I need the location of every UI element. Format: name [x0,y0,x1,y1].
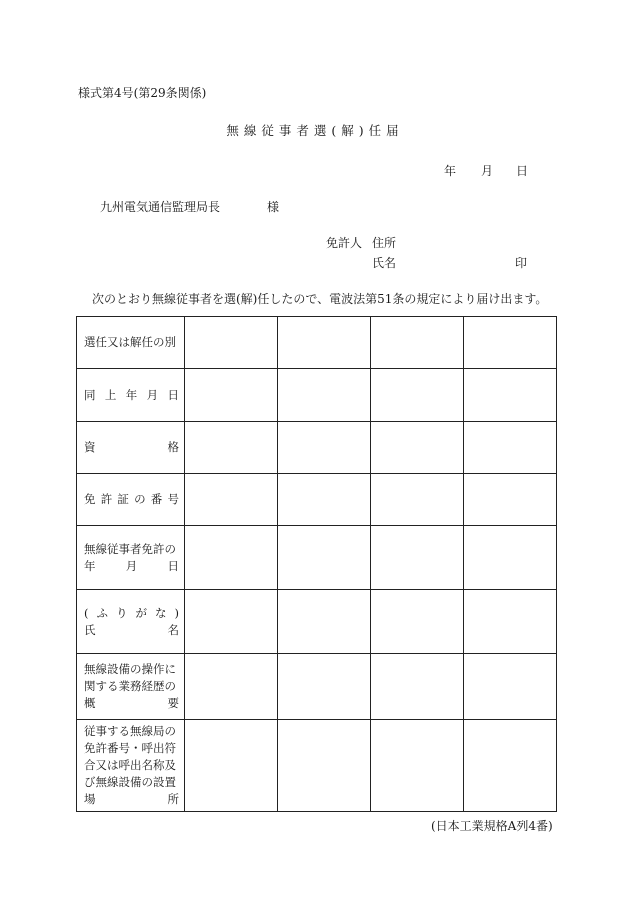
addressee-name: 九州電気通信監理局長 [100,200,221,214]
notification-table [76,316,557,812]
entry-cell[interactable] [371,526,464,590]
addressee-honorific: 様 [267,200,280,214]
row-label-license-date: 無線従事者免許の 年 月 日 [77,526,185,590]
table-row [77,369,557,422]
entry-cell[interactable] [464,474,557,526]
entry-cell[interactable] [278,720,371,812]
table-row [77,654,557,720]
entry-cell[interactable] [185,720,278,812]
entry-cell[interactable] [185,654,278,720]
entry-cell[interactable] [464,317,557,369]
entry-cell[interactable] [185,369,278,422]
entry-cell[interactable] [185,317,278,369]
entry-cell[interactable] [371,422,464,474]
entry-cell[interactable] [464,526,557,590]
form-title: 無線従事者選(解)任届 [226,123,404,138]
entry-cell[interactable] [278,369,371,422]
entry-cell[interactable] [464,422,557,474]
date-month-label: 月 [481,164,494,178]
row-label-qualification: 資 格 [77,422,185,474]
row-label-license-number: 免 許 証 の 番 号 [77,474,185,526]
table-row [77,590,557,654]
entry-cell[interactable] [278,654,371,720]
row-label-name: ( ふ り が な ) 氏 名 [77,590,185,654]
table-row [77,720,557,812]
entry-cell[interactable] [371,654,464,720]
entry-cell[interactable] [185,526,278,590]
table-row [77,474,557,526]
entry-cell[interactable] [185,422,278,474]
entry-cell[interactable] [371,590,464,654]
table-row [77,317,557,369]
entry-cell[interactable] [371,720,464,812]
row-label-appointment-type: 選任又は解任の別 [77,317,185,369]
row-label-work-history: 無線設備の操作に 関する業務経歴の 概 要 [77,654,185,720]
entry-cell[interactable] [278,317,371,369]
row-label-date: 同 上 年 月 日 [77,369,185,422]
intro-sentence: 次のとおり無線従事者を選(解)任したので、電波法第51条の規定により届け出ます。 [92,292,548,306]
seal-mark: 印 [515,256,528,270]
name-label: 氏名 [372,256,397,270]
paper-size-note: (日本工業規格A列4番) [431,819,553,833]
entry-cell[interactable] [371,369,464,422]
licensee-label: 免許人 [326,236,363,250]
entry-cell[interactable] [278,526,371,590]
entry-cell[interactable] [464,369,557,422]
date-year-label: 年 [444,164,457,178]
date-day-label: 日 [516,164,529,178]
table-row [77,422,557,474]
entry-cell[interactable] [278,590,371,654]
entry-cell[interactable] [464,720,557,812]
entry-cell[interactable] [371,474,464,526]
table-row [77,526,557,590]
address-label: 住所 [372,236,397,250]
entry-cell[interactable] [371,317,464,369]
entry-cell[interactable] [278,474,371,526]
entry-cell[interactable] [185,474,278,526]
entry-cell[interactable] [278,422,371,474]
row-label-station-info: 従事する無線局の 免許番号・呼出符 合又は呼出名称及 び無線設備の設置 場 所 [77,720,185,812]
form-number: 様式第4号(第29条関係) [78,86,207,100]
entry-cell[interactable] [464,654,557,720]
entry-cell[interactable] [185,590,278,654]
entry-cell[interactable] [464,590,557,654]
